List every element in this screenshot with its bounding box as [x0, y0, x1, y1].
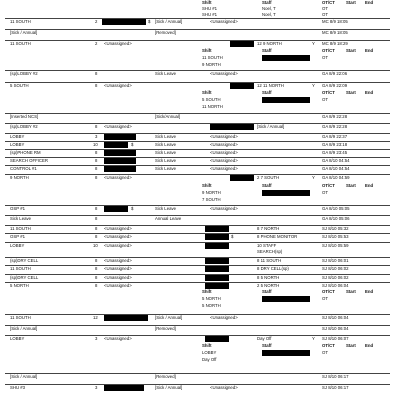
log-cell: <Unassigned>: [210, 315, 238, 320]
log-cell: Start: [346, 48, 356, 53]
redaction-block: [205, 283, 229, 289]
log-cell: 8: [95, 283, 98, 288]
redaction-block: [104, 158, 136, 164]
log-cell: <Unassigned>: [104, 175, 132, 180]
log-cell: Staff: [262, 289, 272, 294]
log-cell: $: [231, 234, 234, 239]
log-cell: [Sick / Annual]: [155, 19, 183, 24]
log-cell: Sick Leave: [155, 206, 177, 211]
log-cell: GA 8/10 05:05: [322, 206, 350, 211]
log-cell: 5 NORTH: [10, 283, 29, 288]
log-cell: 10: [93, 243, 98, 248]
log-cell: <Unassigned>: [104, 336, 132, 341]
log-cell: 2 7 SOUTH: [257, 175, 280, 180]
log-cell: 10: [93, 142, 98, 147]
log-cell: SHU #3: [10, 385, 26, 390]
log-cell: 5 SOUTH: [202, 97, 221, 102]
log-cell: GA 8/9 22:28: [322, 114, 348, 119]
log-cell: GA 8/9 22:37: [322, 134, 348, 139]
log-cell: OT/CT: [322, 183, 335, 188]
log-cell: 12: [93, 315, 98, 320]
log-cell: 8 PHONE MONITOR: [257, 234, 298, 239]
log-cell: GA 8/9 22:28: [322, 124, 348, 129]
redaction-block: [262, 190, 310, 196]
log-cell: 3: [95, 385, 98, 390]
log-cell: <Unassigned>: [210, 142, 238, 147]
redaction-block: [230, 41, 254, 47]
log-cell: Sick Leave: [155, 150, 177, 155]
log-cell: Shift: [202, 289, 212, 294]
log-cell: 8 11 SOUTH: [257, 258, 282, 263]
log-cell: Sick Leave: [155, 158, 177, 163]
log-cell: SJ 8/10 06:17: [322, 385, 349, 390]
log-cell: <Unassigned>: [210, 206, 238, 211]
log-cell: OT: [322, 97, 328, 102]
log-cell: 2: [95, 41, 98, 46]
log-cell: Shift: [202, 0, 212, 5]
log-cell: End: [365, 90, 374, 95]
log-cell: End: [365, 48, 374, 53]
log-cell: 8: [95, 166, 98, 171]
redaction-block: [104, 385, 144, 391]
log-cell: Shift: [202, 90, 212, 95]
log-cell: Shift: [202, 183, 212, 188]
log-cell: 5 SOUTH: [10, 83, 29, 88]
log-cell: SEARCH(sp): [257, 249, 283, 254]
redaction-block: [104, 315, 148, 321]
log-cell: (sp)DRY CELL: [10, 258, 39, 263]
log-cell: [Sick / Annual]: [155, 385, 183, 390]
log-cell: GA 8/9 23:45: [322, 150, 348, 155]
log-cell: 8: [95, 83, 98, 88]
log-cell: <Unassigned>: [210, 150, 238, 155]
log-cell: $: [131, 142, 134, 147]
log-cell: 8: [95, 216, 98, 221]
log-cell: Staff: [262, 90, 272, 95]
redaction-block: [205, 226, 229, 232]
log-cell: Noel, T: [262, 6, 276, 11]
log-cell: 8: [95, 258, 98, 263]
log-cell: (sp)LOBBY #2: [10, 71, 38, 76]
log-cell: (sp)PHONE RM: [10, 150, 41, 155]
log-cell: SJ 8/10 06:02: [322, 275, 349, 280]
log-cell: 10 STAFF: [257, 243, 277, 248]
log-cell: <Unassigned>: [104, 124, 132, 129]
redaction-block: [104, 142, 128, 148]
log-cell: SJ 8/10 06:07: [322, 336, 349, 341]
log-cell: LOBBY: [10, 134, 25, 139]
log-cell: [Sick / Annual]: [257, 124, 285, 129]
log-cell: OT: [322, 55, 328, 60]
log-cell: OT: [322, 296, 328, 301]
log-cell: [Sick / Annual]: [10, 30, 38, 35]
log-cell: LOBBY: [10, 336, 25, 341]
log-cell: <Unassigned>: [104, 283, 132, 288]
log-cell: Y: [312, 41, 315, 46]
redaction-block: [262, 55, 310, 61]
log-cell: OSP #1: [10, 234, 25, 239]
log-cell: Start: [346, 90, 356, 95]
log-cell: <Unassigned>: [104, 234, 132, 239]
log-cell: 11 SOUTH: [10, 315, 31, 320]
redaction-block: [210, 124, 254, 130]
log-cell: Start: [346, 289, 356, 294]
log-cell: (sp)LOBBY #2: [10, 124, 38, 129]
log-cell: 11 SOUTH: [10, 19, 31, 24]
redaction-block: [230, 175, 254, 181]
log-cell: SEARCH OFFICER: [10, 158, 48, 163]
log-cell: 5 NORTH: [202, 296, 221, 301]
log-cell: Sick Leave: [155, 71, 177, 76]
log-cell: 8: [95, 175, 98, 180]
log-cell: 8: [95, 206, 98, 211]
log-cell: Sick Leave: [155, 166, 177, 171]
log-cell: [Sick / Annual]: [10, 326, 38, 331]
log-cell: 3: [95, 134, 98, 139]
log-cell: End: [365, 343, 374, 348]
log-cell: Staff: [262, 0, 272, 5]
log-cell: OSP #1: [10, 206, 25, 211]
log-cell: 8: [95, 234, 98, 239]
log-cell: [Removed]: [155, 374, 176, 379]
log-cell: 8 DRY CELL(sp): [257, 266, 289, 271]
log-cell: <Unassigned>: [210, 166, 238, 171]
log-cell: End: [365, 0, 374, 5]
log-cell: SJ 8/10 06:04: [322, 283, 349, 288]
log-cell: SHU #1: [202, 12, 218, 17]
log-cell: 11 NORTH: [202, 104, 223, 109]
log-cell: 8 5 NORTH: [257, 275, 280, 280]
log-cell: Y: [312, 175, 315, 180]
redaction-block: [262, 296, 310, 302]
log-cell: Sick Leave: [155, 134, 177, 139]
log-cell: OT: [322, 190, 328, 195]
log-cell: 12 11 NORTH: [257, 83, 284, 88]
log-cell: Y: [312, 83, 315, 88]
redaction-block: [104, 166, 136, 172]
log-cell: 11 SOUTH: [10, 266, 31, 271]
log-cell: OT: [322, 6, 328, 11]
log-cell: SHU #1: [202, 6, 218, 11]
log-cell: SJ 8/10 06:04: [322, 326, 349, 331]
log-cell: LOBBY: [10, 142, 25, 147]
log-cell: Y: [312, 336, 315, 341]
log-cell: Staff: [262, 343, 272, 348]
log-cell: Start: [346, 0, 356, 5]
log-cell: 3: [95, 336, 98, 341]
log-cell: OT/CT: [322, 0, 335, 5]
log-cell: <Unassigned>: [210, 134, 238, 139]
log-cell: 11 SOUTH: [10, 41, 31, 46]
log-cell: Day Off: [202, 357, 217, 362]
log-cell: 9 NORTH: [10, 175, 29, 180]
log-cell: OT/CT: [322, 48, 335, 53]
log-cell: <Unassigned>: [104, 83, 132, 88]
log-cell: GA 8/10 04:54: [322, 158, 350, 163]
log-cell: Shift: [202, 343, 212, 348]
log-cell: Day Off: [257, 336, 272, 341]
log-cell: OT/CT: [322, 343, 335, 348]
log-cell: GA 8/9 22:09: [322, 83, 348, 88]
redaction-block: [230, 83, 254, 89]
log-cell: Sick Leave: [10, 216, 32, 221]
log-cell: GA 8/9 23:18: [322, 142, 348, 147]
log-cell: $: [131, 206, 134, 211]
log-cell: <Unassigned>: [210, 71, 238, 76]
log-cell: [Removed]: [155, 326, 176, 331]
log-cell: <Unassigned>: [104, 275, 132, 280]
log-cell: OT/CT: [322, 90, 335, 95]
log-cell: OT/CT: [322, 289, 335, 294]
log-cell: MC 8/9 18:29: [322, 41, 348, 46]
log-cell: Sick Leave: [155, 142, 177, 147]
log-cell: 8 7 NORTH: [257, 226, 280, 231]
log-cell: <Unassigned>: [104, 258, 132, 263]
redaction-block: [205, 258, 229, 264]
log-cell: Start: [346, 183, 356, 188]
log-cell: 11 SOUTH: [202, 55, 223, 60]
log-cell: <Unassigned>: [104, 226, 132, 231]
log-cell: LOBBY: [10, 243, 25, 248]
log-cell: OT: [322, 350, 328, 355]
redaction-block: [104, 150, 136, 156]
log-cell: Staff: [262, 183, 272, 188]
redaction-block: [102, 19, 146, 25]
redaction-block: [205, 234, 229, 240]
log-cell: Shift: [202, 48, 212, 53]
log-cell: SJ 8/10 06:17: [322, 374, 349, 379]
log-cell: [Sick / Annual]: [155, 315, 183, 320]
log-cell: MC 8/9 18:05: [322, 19, 348, 24]
log-cell: <Unassigned>: [210, 19, 238, 24]
log-cell: 8: [95, 158, 98, 163]
log-cell: <Unassigned>: [210, 385, 238, 390]
log-cell: 8: [95, 150, 98, 155]
log-cell: SJ 8/10 06:02: [322, 266, 349, 271]
log-cell: 8: [95, 124, 98, 129]
log-cell: 11 SOUTH: [10, 226, 31, 231]
log-cell: GA 8/10 05:06: [322, 216, 350, 221]
redaction-block: [104, 206, 128, 212]
log-cell: CONTROL #1: [10, 166, 37, 171]
log-cell: 8: [95, 71, 98, 76]
log-cell: 9 NORTH: [202, 62, 221, 67]
log-cell: Staff: [262, 48, 272, 53]
log-cell: GA 8/10 04:54: [322, 166, 350, 171]
log-cell: 8: [95, 266, 98, 271]
log-cell: (sp)DRY CELL: [10, 275, 39, 280]
log-cell: 12 9 NORTH: [257, 41, 282, 46]
log-cell: $: [148, 19, 151, 24]
log-cell: GA 8/9 22:06: [322, 71, 348, 76]
redaction-block: [205, 275, 229, 281]
log-cell: <Unassigned>: [104, 243, 132, 248]
log-cell: <Unassigned>: [104, 266, 132, 271]
log-cell: 7 SOUTH: [202, 197, 221, 202]
log-cell: <Unassigned>: [104, 41, 132, 46]
log-cell: 2: [95, 19, 98, 24]
log-cell: [Removed]: [155, 30, 176, 35]
log-cell: End: [365, 183, 374, 188]
log-cell: End: [365, 289, 374, 294]
log-cell: OT: [322, 12, 328, 17]
log-cell: Start: [346, 343, 356, 348]
log-cell: MC 8/9 18:05: [322, 30, 348, 35]
log-cell: 2 5 NORTH: [257, 283, 280, 288]
log-cell: LOBBY: [202, 350, 217, 355]
log-cell: GA 8/10 04:59: [322, 175, 350, 180]
redaction-block: [205, 243, 229, 249]
log-cell: 5 NORTH: [202, 303, 221, 308]
log-cell: [Inserted NCS]: [10, 114, 39, 119]
log-cell: Noel, T: [262, 12, 276, 17]
log-cell: SJ 8/10 05:59: [322, 243, 349, 248]
log-cell: 9 NORTH: [202, 190, 221, 195]
log-cell: SJ 8/10 05:32: [322, 226, 349, 231]
log-cell: Annual Leave: [155, 216, 182, 221]
redaction-block: [262, 97, 310, 103]
redaction-block: [262, 350, 310, 356]
log-cell: <Unassigned>: [210, 158, 238, 163]
redaction-block: [205, 336, 229, 342]
log-cell: SJ 8/10 05:53: [322, 234, 349, 239]
log-cell: SJ 8/10 06:04: [322, 315, 349, 320]
log-cell: [Sick/Annual]: [155, 114, 181, 119]
redaction-block: [205, 266, 229, 272]
log-cell: 8: [95, 226, 98, 231]
log-cell: SJ 8/10 06:01: [322, 258, 349, 263]
log-cell: 8: [95, 275, 98, 280]
redaction-block: [104, 134, 136, 140]
log-cell: [Sick / Annual]: [10, 374, 38, 379]
